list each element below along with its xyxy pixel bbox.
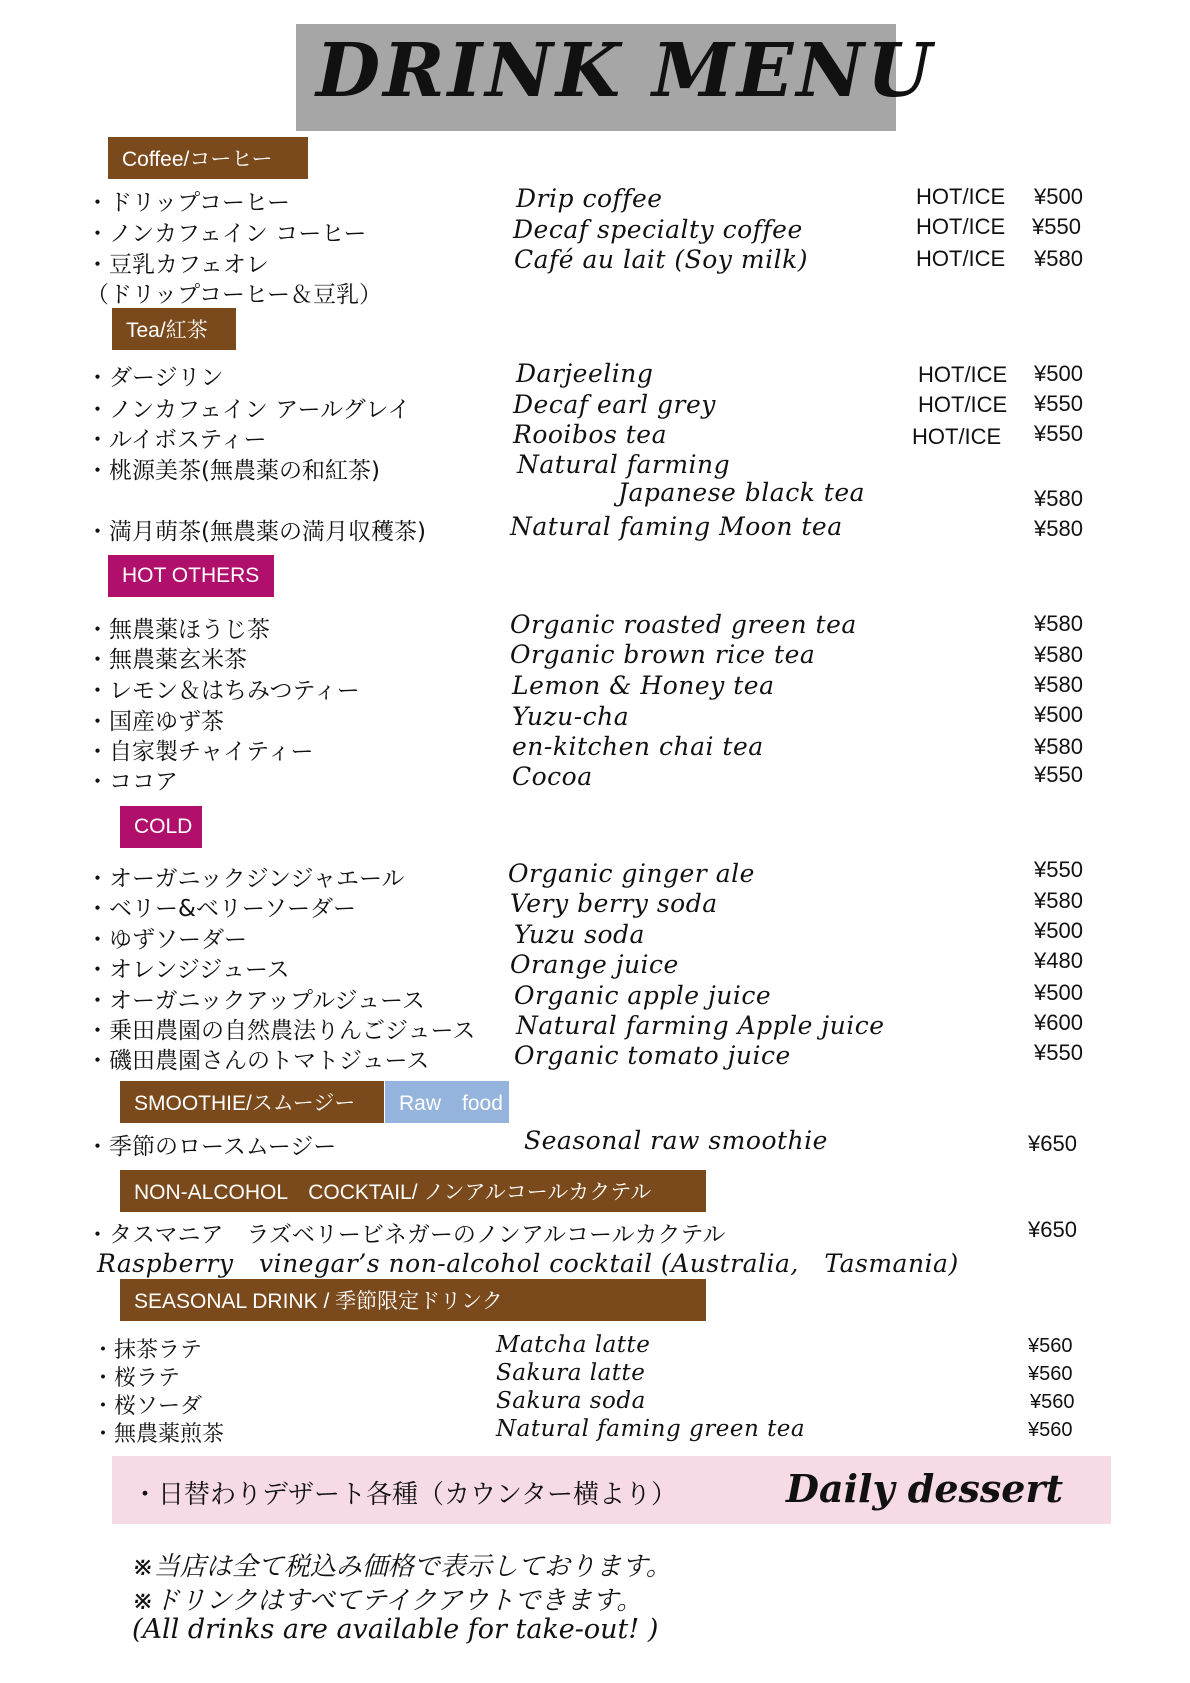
item-jp: ・オーガニックジンジャエール (86, 866, 405, 892)
item-jp: ・無農薬煎茶 (92, 1422, 225, 1447)
item-price: ¥560 (1028, 1419, 1073, 1441)
item-en: Organic apple juice (514, 981, 772, 1010)
item-en: Sakura latte (496, 1360, 646, 1386)
item-en: en-kitchen chai tea (512, 732, 764, 761)
item-en: Darjeeling (516, 359, 654, 388)
item-temp: HOT/ICE (916, 246, 1006, 271)
item-jp: ・季節のロースムージー (86, 1134, 337, 1160)
page-title: DRINK MENU (316, 28, 935, 114)
item-en: Orange juice (510, 950, 679, 979)
item-jp: ・抹茶ラテ (92, 1338, 203, 1363)
section-header-cold: COLD (120, 806, 202, 848)
item-en: Raspberry vinegar’s non-alcohol cocktail (Australia, Tasmania) (97, 1249, 959, 1278)
item-en: Cocoa (512, 762, 593, 791)
item-price: ¥500 (1034, 702, 1083, 727)
item-temp: HOT/ICE (916, 184, 1006, 209)
item-en: Decaf specialty coffee (513, 215, 803, 244)
item-price: ¥650 (1028, 1131, 1077, 1156)
item-jp: ・乗田農園の自然農法りんごジュース (86, 1018, 476, 1044)
item-en: Café au lait (Soy milk) (514, 245, 808, 274)
item-en: Organic ginger ale (508, 859, 755, 888)
item-en: Natural farming Apple juice (516, 1011, 885, 1040)
item-jp: ・豆乳カフェオレ (86, 252, 269, 278)
note-takeout-en: (All drinks are available for take-out! ) (132, 1614, 659, 1645)
item-en-line2: Japanese black tea (618, 478, 866, 507)
item-en: Yuzu soda (514, 920, 645, 949)
item-jp: ・ベリー&ベリーソーダー (86, 896, 357, 922)
item-price: ¥580 (1034, 486, 1083, 511)
item-price: ¥500 (1034, 184, 1083, 209)
item-jp: ・ココア (86, 769, 178, 795)
item-price: ¥650 (1028, 1217, 1077, 1242)
item-jp: ・国産ゆず茶 (86, 709, 224, 735)
item-price: ¥600 (1034, 1010, 1083, 1035)
item-price: ¥500 (1034, 980, 1083, 1005)
item-jp: ・満月萌茶(無農薬の満月収穫茶) (86, 519, 426, 545)
item-price: ¥550 (1032, 214, 1081, 239)
item-jp: ・無農薬玄米茶 (86, 647, 247, 673)
item-price: ¥580 (1034, 516, 1083, 541)
item-price: ¥550 (1034, 762, 1083, 787)
item-jp: ・ルイボスティー (86, 427, 267, 453)
item-jp: ・ダージリン (86, 365, 224, 391)
item-en: Organic brown rice tea (510, 640, 816, 669)
item-price: ¥580 (1034, 888, 1083, 913)
item-price: ¥500 (1034, 918, 1083, 943)
item-note: （ドリップコーヒー＆豆乳） (86, 282, 383, 308)
item-price: ¥580 (1034, 642, 1083, 667)
item-price: ¥550 (1034, 421, 1083, 446)
item-en: Lemon & Honey tea (512, 671, 775, 700)
item-en: Seasonal raw smoothie (524, 1126, 828, 1155)
item-price: ¥580 (1034, 246, 1083, 271)
note-tax: ※当店は全て税込み価格で表示しております。 (132, 1552, 672, 1582)
item-temp: HOT/ICE (916, 214, 1006, 239)
item-en: Organic roasted green tea (510, 610, 857, 639)
item-price: ¥580 (1034, 672, 1083, 697)
item-temp: HOT/ICE (918, 362, 1008, 387)
item-jp: ・桃源美茶(無農薬の和紅茶) (86, 458, 380, 484)
item-price: ¥560 (1030, 1391, 1075, 1413)
item-jp: ・桜ソーダ (92, 1394, 203, 1419)
item-temp: HOT/ICE (918, 392, 1008, 417)
item-price: ¥560 (1028, 1335, 1073, 1357)
item-en: Natural farming (517, 450, 731, 479)
item-en: Natural faming green tea (496, 1416, 806, 1442)
item-en: Natural faming Moon tea (510, 512, 843, 541)
item-jp: ・ノンカフェイン コーヒー (86, 221, 367, 247)
item-price: ¥580 (1034, 611, 1083, 636)
item-price: ¥550 (1034, 391, 1083, 416)
item-price: ¥550 (1034, 857, 1083, 882)
item-jp: ・タスマニア ラズベリービネガーのノンアルコールカクテル (86, 1222, 726, 1248)
item-jp: ・自家製チャイティー (86, 739, 314, 765)
item-jp: ・オーガニックアップルジュース (86, 988, 425, 1014)
item-jp: ・磯田農園さんのトマトジュース (86, 1048, 430, 1074)
section-header-tea: Tea/紅茶 (112, 308, 236, 350)
section-header-coffee: Coffee/コーヒー (108, 137, 308, 179)
item-en: Yuzu-cha (512, 702, 630, 731)
item-jp: ・ゆずソーダー (86, 927, 247, 953)
daily-dessert-jp: ・日替わりデザート各種（カウンター横より） (132, 1480, 677, 1510)
item-en: Decaf earl grey (513, 390, 716, 419)
section-header-seasonal: SEASONAL DRINK / 季節限定ドリンク (120, 1279, 706, 1321)
section-header-non-alcohol: NON-ALCOHOL COCKTAIL/ ノンアルコールカクテル (120, 1170, 706, 1212)
item-price: ¥480 (1034, 948, 1083, 973)
item-jp: ・ノンカフェイン アールグレイ (86, 397, 411, 423)
section-header-hot-others: HOT OTHERS (108, 555, 274, 597)
item-en: Sakura soda (496, 1388, 646, 1414)
item-jp: ・桜ラテ (92, 1366, 181, 1391)
item-en: Drip coffee (516, 184, 663, 213)
daily-dessert-en: Daily dessert (786, 1466, 1064, 1511)
item-price: ¥500 (1034, 361, 1083, 386)
item-jp: ・レモン＆はちみつティー (86, 678, 360, 704)
item-jp: ・無農薬ほうじ茶 (86, 617, 270, 643)
item-jp: ・オレンジジュース (86, 957, 290, 983)
item-en: Very berry soda (510, 889, 718, 918)
item-en: Rooibos tea (513, 420, 667, 449)
raw-food-badge: Raw food (385, 1081, 509, 1123)
item-price: ¥580 (1034, 734, 1083, 759)
item-price: ¥560 (1028, 1363, 1073, 1385)
item-temp: HOT/ICE (912, 424, 1002, 449)
item-en: Matcha latte (496, 1332, 651, 1358)
note-takeout-jp: ※ドリンクはすべてテイクアウトできます。 (132, 1586, 643, 1616)
section-header-smoothie: SMOOTHIE/スムージー (120, 1081, 384, 1123)
item-jp: ・ドリップコーヒー (86, 190, 291, 216)
item-price: ¥550 (1034, 1040, 1083, 1065)
item-en: Organic tomato juice (514, 1041, 791, 1070)
